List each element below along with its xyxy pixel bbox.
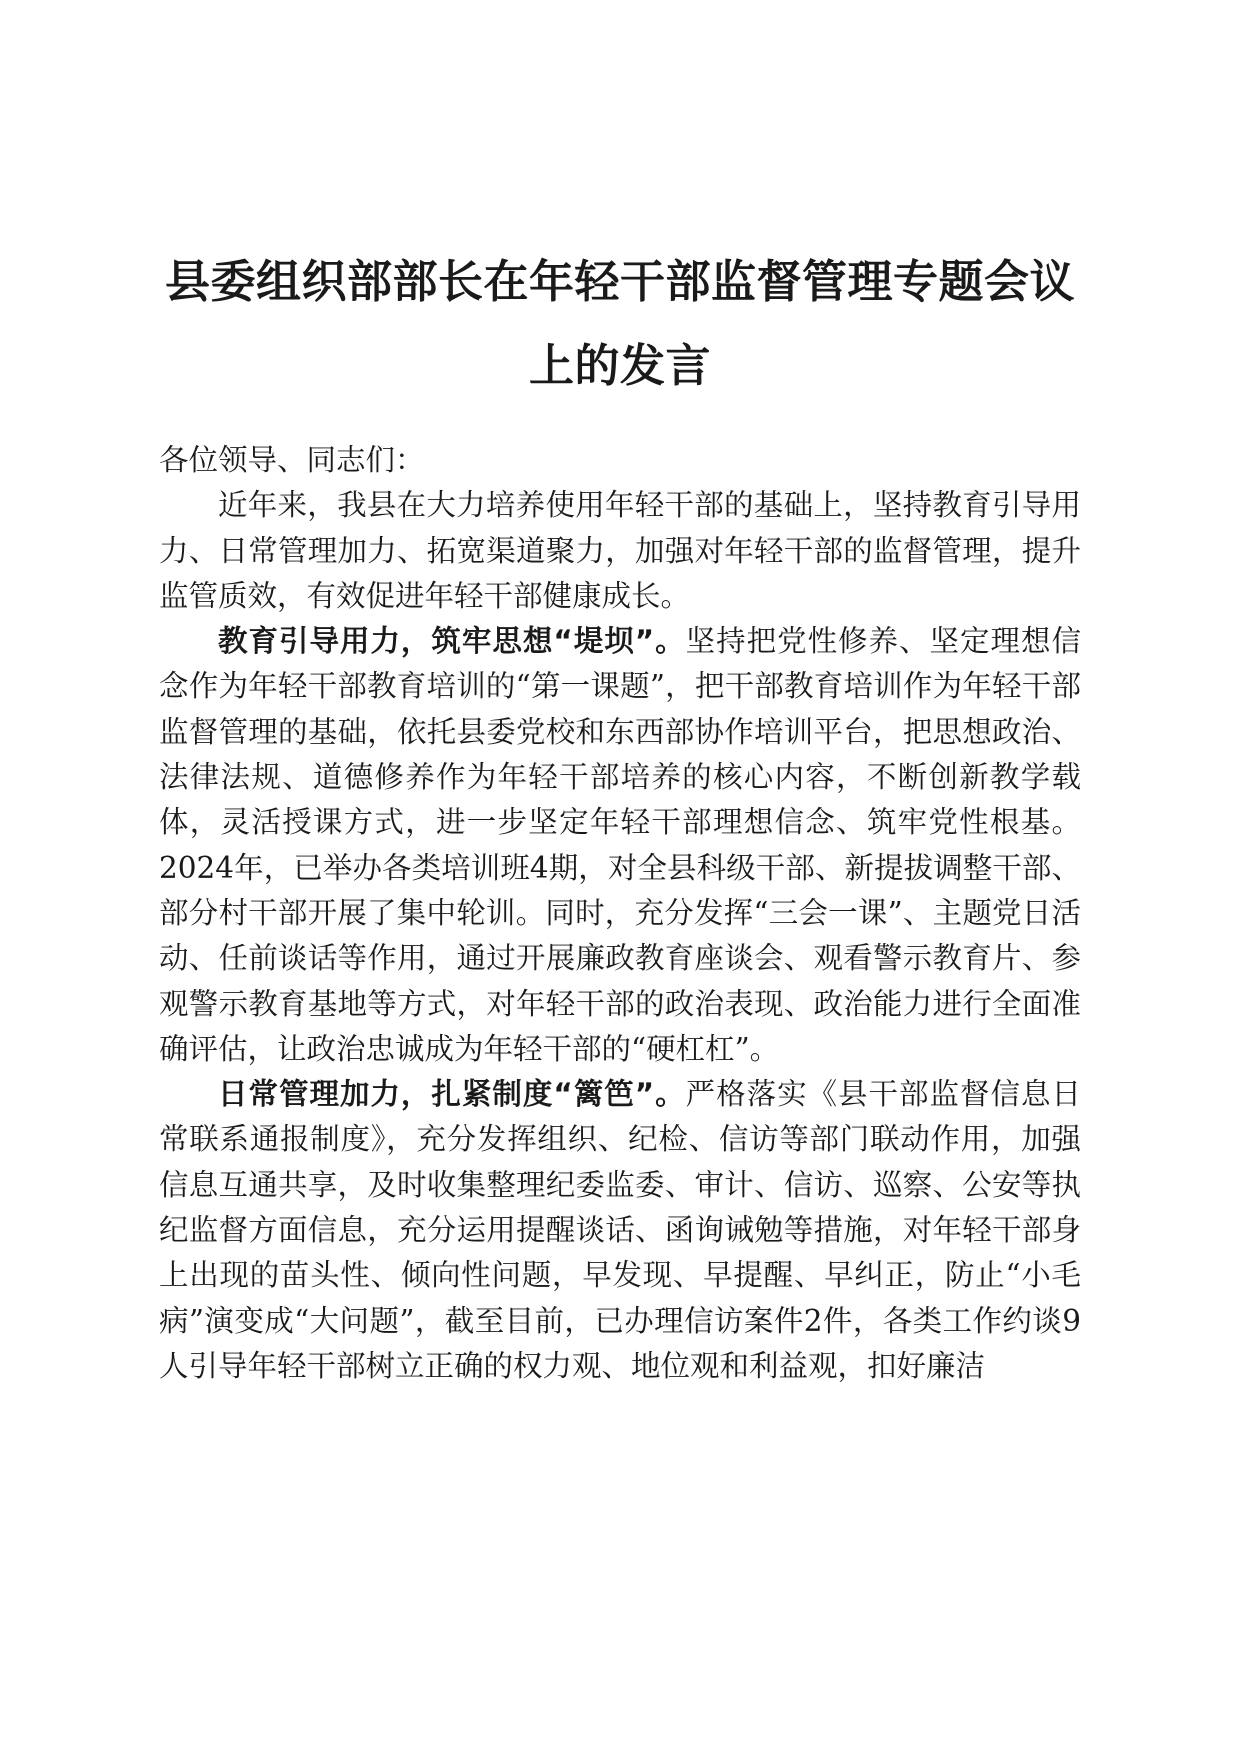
document-page [159, 240, 1081, 1389]
paragraph-education [159, 619, 1081, 1072]
salutation: 各位领导、同志们： [159, 443, 425, 477]
paragraph-body: 近年来，我县在大力培养使用年轻干部的基础上，坚持教育引导用力、日常管理加力、拓宽渠道聚力，加强对年轻干部的监督管理，提升监管质效，有效促进年轻干部健康成长。 [159, 488, 1081, 613]
paragraph-intro [159, 483, 1081, 619]
paragraph-body: 坚持把党性修养、坚定理想信念作为年轻干部教育培训的“第一课题”，把干部教育培训作为年轻干部监督管理的基础，依托县委党校和东西部协作培训平台，把思想政治、法律法规、道德修养作为年轻干部培养的核心内容，不断创新教学载体，灵活授课方式，进一步坚定年轻干部理想信念、筑牢党性根基。2024年，已举办各类培训班4期，对全县科级干部、新提拔调整干部、部分村干部开展了集中轮训。同时，充分发挥“三会一课”、主题党日活动、任前谈话等作用，通过开展廉政教育座谈会、观看警示教育片、参观警示教育基地等方式，对年轻干部的政治表现、政治能力进行全面准确评估，让政治忠诚成为年轻干部的“硬杠杠”。 [159, 624, 1081, 1066]
paragraph-heading: 教育引导用力，筑牢思想“堤坝”。 [218, 624, 686, 659]
paragraph-heading: 日常管理加力，扎紧制度“篱笆”。 [218, 1077, 686, 1112]
paragraph-body: 严格落实《县干部监督信息日常联系通报制度》，充分发挥组织、纪检、信访等部门联动作用，加强信息互通共享，及时收集整理纪委监委、审计、信访、巡察、公安等执纪监督方面信息，充分运用提醒谈话、函询诫勉等措施，对年轻干部身上出现的苗头性、倾向性问题，早发现、早提醒、早纠正，防止“小毛病”演变成“大问题”，截至目前，已办理信访案件2件，各类工作约谈9人引导年轻干部树立正确的权力观、地位观和利益观，扣好廉洁 [159, 1077, 1081, 1383]
paragraph-daily-management [159, 1072, 1081, 1389]
document-title: 县委组织部部长在年轻干部监督管理专题会议 上的发言 [164, 255, 1075, 392]
document-body [159, 438, 1081, 1389]
